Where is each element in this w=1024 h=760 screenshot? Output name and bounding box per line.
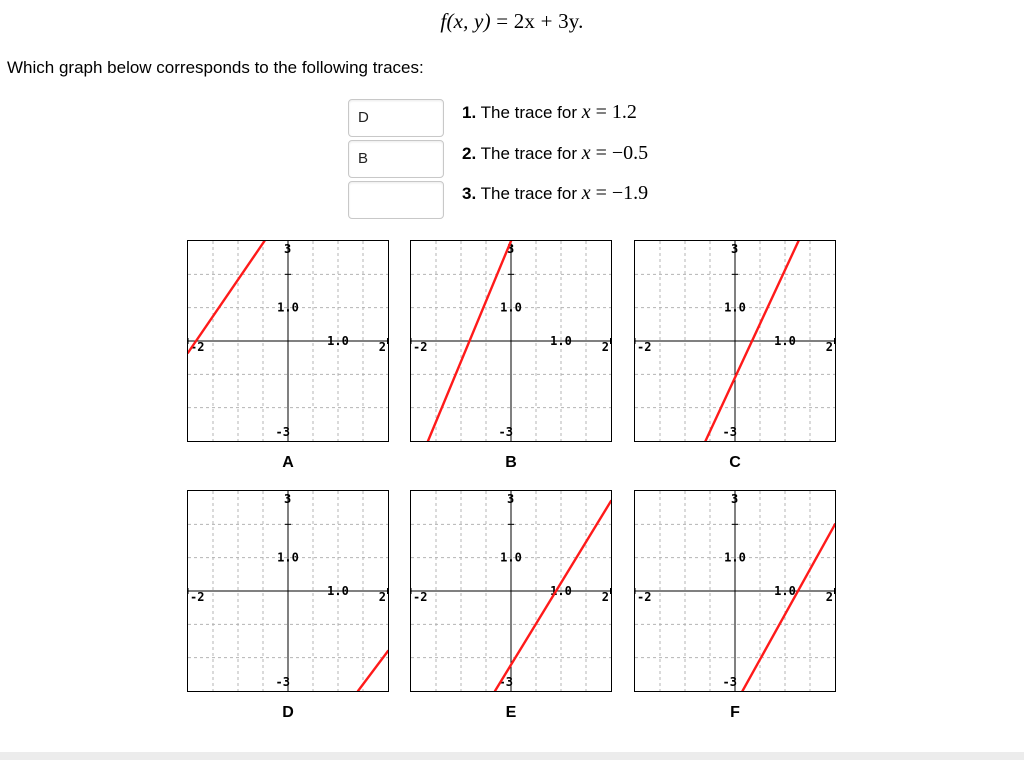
trace-number: 3.	[462, 184, 477, 203]
trace-item-2	[462, 142, 648, 165]
tick-label-ymax: 3	[731, 492, 739, 506]
trace-line-e	[495, 501, 611, 691]
graph-plot	[635, 491, 835, 691]
trace-item-3	[462, 182, 648, 205]
tick-label-xmid: 1.0	[327, 334, 349, 348]
tick-label-xmin: -2	[637, 340, 652, 354]
tick-label-ymin: -3	[275, 675, 290, 689]
trace-number: 1.	[462, 103, 477, 122]
graph-a	[187, 240, 389, 442]
tick-label-xmin: -2	[413, 340, 428, 354]
answer-input-1[interactable]: D	[348, 99, 444, 137]
tick-label-xmax: 2	[601, 340, 609, 354]
trace-value: 1.2	[611, 101, 637, 123]
trace-variable: x	[581, 182, 591, 204]
graph-b	[410, 240, 612, 442]
formula-rhs: 2x + 3y.	[513, 9, 584, 33]
graph-b-label: B	[505, 454, 517, 471]
graph-f	[634, 490, 836, 692]
tick-label-ymax: 3	[507, 492, 515, 506]
graph-f-label: F	[730, 704, 740, 721]
trace-text: The trace for	[476, 184, 582, 203]
trace-text: The trace for	[476, 103, 582, 122]
answer-input-2[interactable]: B	[348, 140, 444, 178]
tick-label-xmax: 2	[825, 590, 833, 604]
tick-label-xmid: 1.0	[774, 584, 796, 598]
trace-text: The trace for	[476, 144, 582, 163]
tick-label-xmid: 1.0	[774, 334, 796, 348]
trace-variable: x	[581, 101, 591, 123]
tick-label-ymin: -3	[498, 675, 513, 689]
graph-plot	[635, 241, 835, 441]
tick-label-ymax: 3	[284, 492, 292, 506]
tick-label-ymax: 3	[507, 242, 515, 256]
trace-line-f	[743, 524, 836, 691]
graph-plot	[188, 491, 388, 691]
tick-label-xmid: 1.0	[327, 584, 349, 598]
tick-label-xmax: 2	[601, 590, 609, 604]
tick-label-xmin: -2	[190, 590, 205, 604]
answer-input-3[interactable]	[348, 181, 444, 219]
page-bottom-strip	[0, 752, 1024, 760]
graph-e	[410, 490, 612, 692]
tick-label-ymin: -3	[722, 425, 737, 439]
graph-c	[634, 240, 836, 442]
tick-label-ymid: 1.0	[724, 300, 746, 315]
graph-d-label: D	[282, 704, 294, 721]
formula-equals: =	[490, 9, 514, 33]
graph-plot	[188, 241, 388, 441]
tick-label-ymid: 1.0	[277, 300, 299, 315]
tick-label-xmax: 2	[378, 340, 386, 354]
tick-label-ymid: 1.0	[277, 550, 299, 565]
trace-equals: =	[590, 182, 612, 204]
trace-equals: =	[590, 101, 612, 123]
tick-label-xmax: 2	[825, 340, 833, 354]
trace-number: 2.	[462, 144, 477, 163]
question-text: Which graph below corresponds to the following traces:	[7, 58, 424, 77]
trace-variable: x	[581, 142, 591, 164]
tick-label-xmin: -2	[637, 590, 652, 604]
tick-label-ymid: 1.0	[500, 300, 522, 315]
tick-label-ymin: -3	[722, 675, 737, 689]
trace-value: −1.9	[611, 182, 649, 204]
tick-label-ymin: -3	[498, 425, 513, 439]
graph-plot	[411, 491, 611, 691]
trace-equals: =	[590, 142, 612, 164]
tick-label-ymax: 3	[284, 242, 292, 256]
graph-c-label: C	[729, 454, 741, 471]
tick-label-xmax: 2	[378, 590, 386, 604]
tick-label-xmin: -2	[190, 340, 205, 354]
tick-label-ymid: 1.0	[724, 550, 746, 565]
function-formula	[0, 9, 1024, 34]
tick-label-xmin: -2	[413, 590, 428, 604]
trace-line-a	[188, 241, 265, 353]
trace-item-1	[462, 101, 637, 124]
graph-e-label: E	[505, 704, 517, 721]
tick-label-xmid: 1.0	[550, 584, 572, 598]
formula-lhs: f(x, y)	[440, 9, 491, 33]
tick-label-xmid: 1.0	[550, 334, 572, 348]
tick-label-ymid: 1.0	[500, 550, 522, 565]
tick-label-ymax: 3	[731, 242, 739, 256]
graph-a-label: A	[282, 454, 294, 471]
tick-label-ymin: -3	[275, 425, 290, 439]
graph-d	[187, 490, 389, 692]
trace-value: −0.5	[611, 142, 649, 164]
graph-plot	[411, 241, 611, 441]
